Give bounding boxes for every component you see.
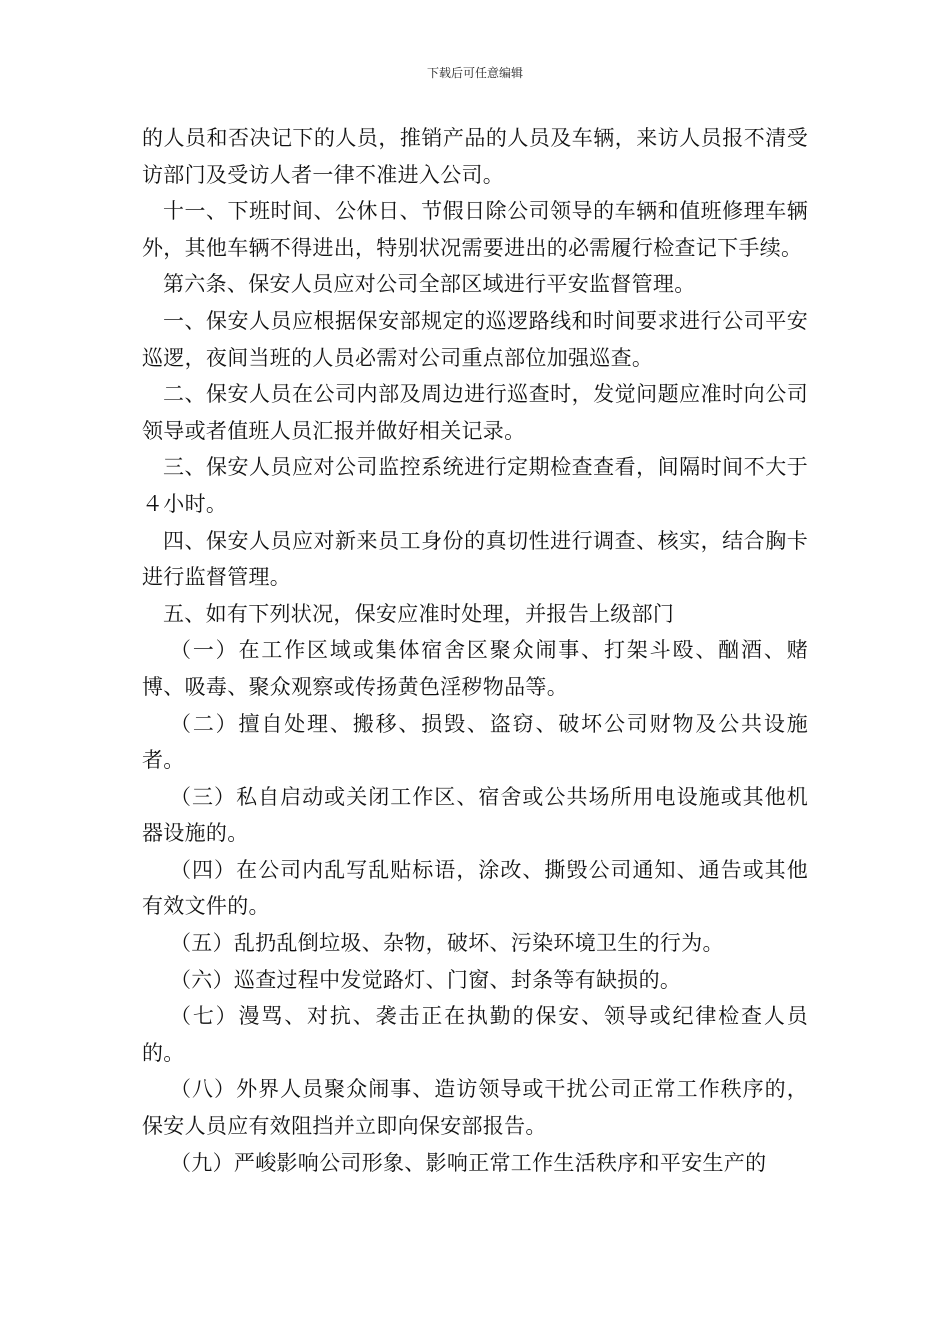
- paragraph-article-six: 第六条、保安人员应对公司全部区域进行平安监督管理。: [163, 272, 696, 297]
- paragraph-item-one: 一、保安人员应根据保安部规定的巡逻路线和时间要求进行公司平安巡逻，夜间当班的人员必需对公司重点部位加强巡查。: [142, 308, 808, 370]
- paragraph-subitem-7: （七）漫骂、对抗、袭击正在执勤的保安、领导或纪律检查人员的。: [142, 1004, 808, 1065]
- paragraph-continuation: 的人员和否决记下的人员，推销产品的人员及车辆，来访人员报不清受访部门及受访人者一律不准进入公司。: [142, 126, 808, 187]
- paragraph-item-two: 二、保安人员在公司内部及周边进行巡查时，发觉问题应准时向公司领导或者值班人员汇报并做好相关记录。: [142, 382, 808, 443]
- paragraph-item-three: 三、保安人员应对公司监控系统进行定期检查查看，间隔时间不大于４小时。: [142, 455, 808, 516]
- paragraph-item-eleven: 十一、下班时间、公休日、节假日除公司领导的车辆和值班修理车辆外，其他车辆不得进出，特别状况需要进出的必需履行检查记下手续。: [142, 199, 808, 260]
- paragraph-subitem-9: （九）严峻影响公司形象、影响正常工作生活秩序和平安生产的: [170, 1150, 767, 1175]
- paragraph-subitem-6: （六）巡查过程中发觉路灯、门窗、封条等有缺损的。: [170, 967, 682, 992]
- paragraph-subitem-2: （二）擅自处理、搬移、损毁、盗窃、破坏公司财物及公共设施者。: [142, 711, 808, 773]
- page-header: 下载后可任意编辑: [426, 66, 523, 80]
- paragraph-item-four: 四、保安人员应对新来员工身份的真切性进行调查、核实，结合胸卡进行监督管理。: [142, 528, 808, 590]
- paragraph-subitem-3: （三）私自启动或关闭工作区、宿舍或公共场所用电设施或其他机器设施的。: [142, 784, 808, 846]
- paragraph-item-five: 五、如有下列状况，保安应准时处理，并报告上级部门: [163, 601, 675, 626]
- paragraph-subitem-5: （五）乱扔乱倒垃圾、杂物，破坏、污染环境卫生的行为。: [170, 931, 724, 956]
- paragraph-subitem-1: （一）在工作区域或集体宿舍区聚众闹事、打架斗殴、酗酒、赌博、吸毒、聚众观察或传扬黄色淫秽物品等。: [142, 638, 808, 699]
- paragraph-subitem-8: （八）外界人员聚众闹事、造访领导或干扰公司正常工作秩序的，保安人员应有效阻挡并立即向保安部报告。: [142, 1077, 808, 1139]
- document-body: [142, 120, 808, 1181]
- paragraph-subitem-4: （四）在公司内乱写乱贴标语，涂改、撕毁公司通知、通告或其他有效文件的。: [142, 857, 808, 919]
